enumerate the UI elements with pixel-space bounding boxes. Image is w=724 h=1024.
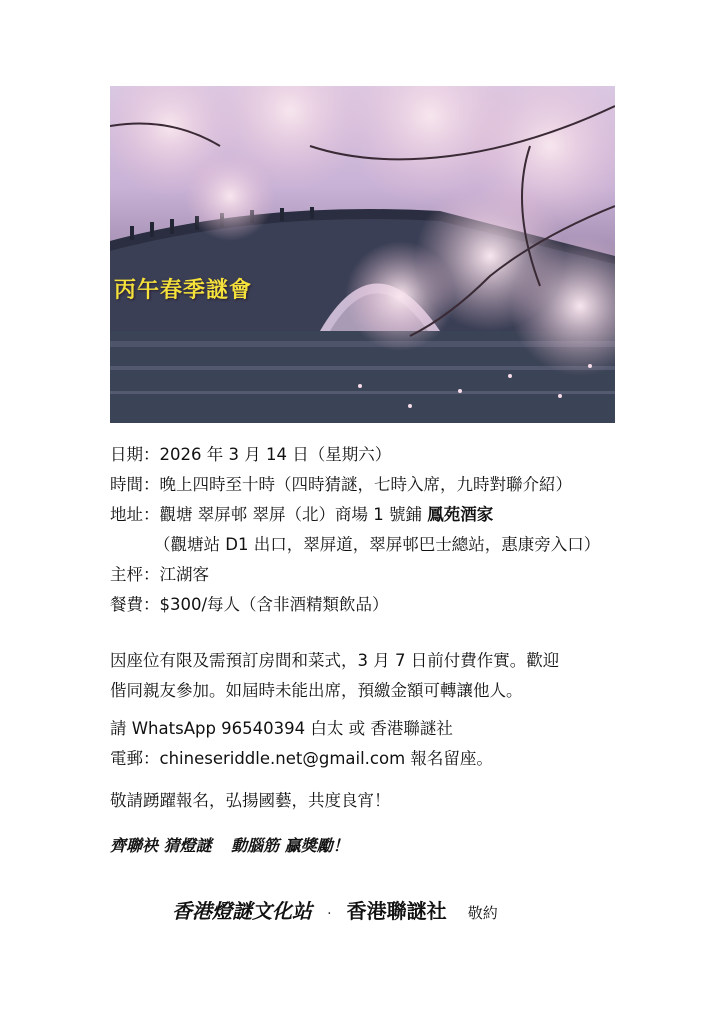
contact-whatsapp: 請 WhatsApp 96540394 白太 或 香港聯謎社 [110, 719, 453, 738]
invitation-line: 敬請踴躍報名，弘揚國藝，共度良宵！ [110, 791, 391, 810]
cherry-blossom-bridge-image [110, 86, 615, 423]
event-host: 主枰：江湖客 [110, 565, 209, 584]
signoff: 敬約 [467, 904, 498, 922]
event-info [110, 440, 600, 620]
organizer-1: 香港燈謎文化站 [172, 899, 312, 923]
address-prefix: 地址：觀塘 翠屏邨 翠屏（北）商場 1 號鋪 [110, 505, 422, 524]
event-time: 時間：晚上四時至十時（四時猜謎，七時入席，九時對聯介紹） [110, 475, 572, 494]
booking-notice [110, 646, 559, 706]
notice-line-2: 偕同親友參加。如屆時未能出席，預繳金額可轉讓他人。 [110, 681, 523, 700]
banner-title: 丙午春季謎會 [114, 277, 253, 303]
slogan-1: 齊聯袂 猜燈謎 [110, 836, 212, 855]
banner-photo [110, 86, 615, 423]
contact-info [110, 714, 493, 774]
slogan-2: 動腦筋 贏獎勵！ [231, 836, 349, 855]
notice-line-1: 因座位有限及需預訂房間和菜式，3 月 7 日前付費作實。歡迎 [110, 651, 560, 670]
contact-email: 電郵：chineseriddle.net@gmail.com 報名留座。 [110, 749, 493, 768]
event-fee: 餐費：$300/每人（含非酒精類飲品） [110, 595, 389, 614]
organizer-signature [172, 895, 498, 924]
event-address [110, 500, 600, 530]
separator: · [327, 906, 332, 922]
event-date: 日期：2026 年 3 月 14 日（星期六） [110, 445, 392, 464]
venue-name: 鳳苑酒家 [427, 505, 494, 524]
organizer-2: 香港聯謎社 [346, 899, 447, 923]
slogan [110, 833, 363, 856]
address-directions: （觀塘站 D1 出口，翠屏道，翠屏邨巴士總站，惠康旁入口） [154, 535, 601, 554]
